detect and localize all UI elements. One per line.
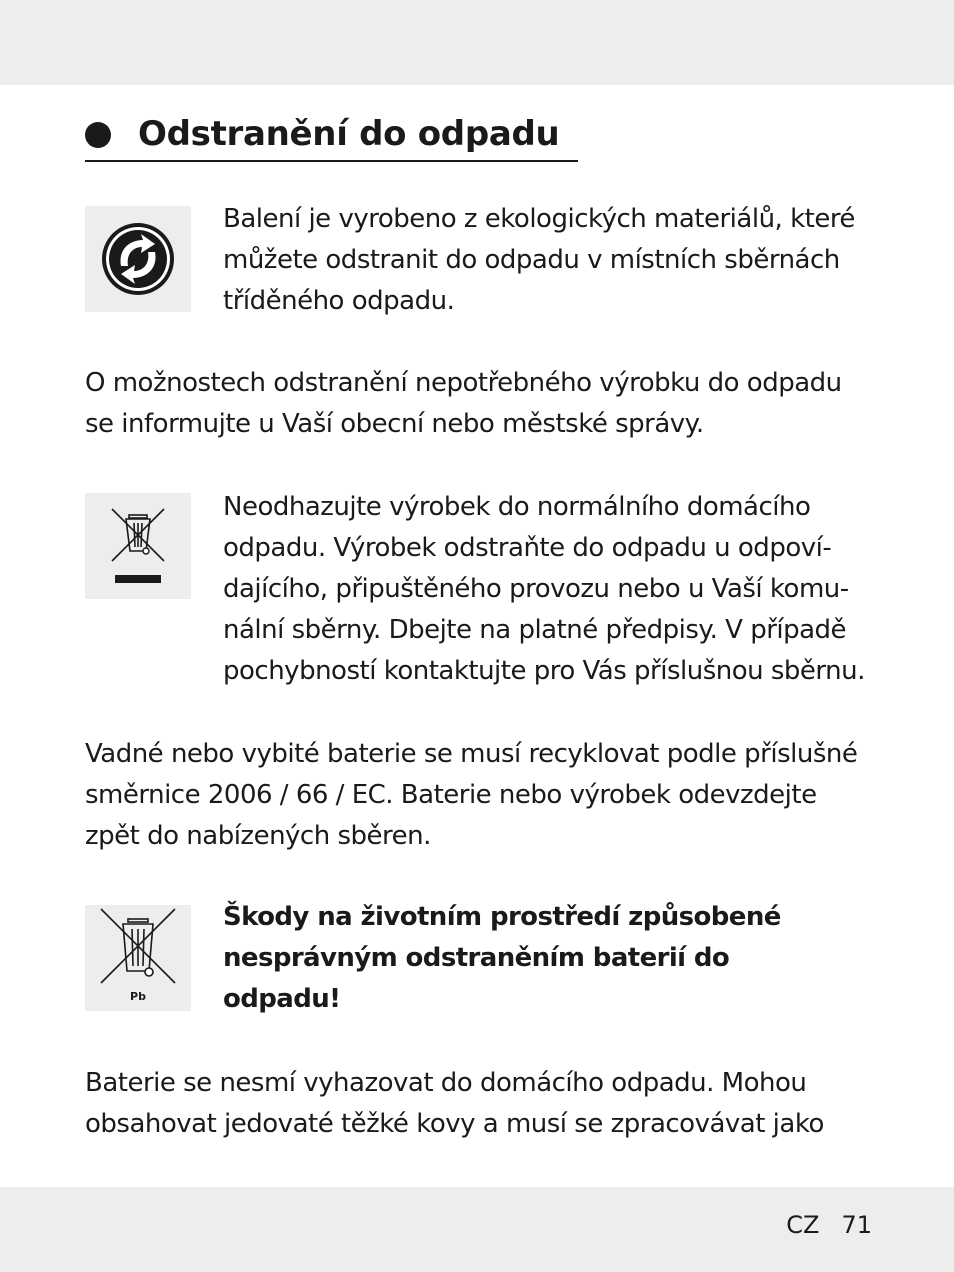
text-line: Balení je vyrobeno z ekologických materiálů, které bbox=[223, 204, 855, 234]
text-line: O možnostech odstranění nepotřebného výrobku do odpadu bbox=[85, 368, 842, 398]
page-footer bbox=[786, 1209, 872, 1241]
text-line: obsahovat jedovaté těžké kovy a musí se zpracovávat jako bbox=[85, 1109, 824, 1139]
text-line: odpadu! bbox=[223, 984, 341, 1014]
text-line: dajícího, připuštěného provozu nebo u Vaší komu- bbox=[223, 574, 849, 604]
page-title: Odstranění do odpadu bbox=[138, 114, 560, 154]
weee-crossed-bin-icon bbox=[85, 493, 191, 599]
text-line: Vadné nebo vybité baterie se musí recyklovat podle příslušné bbox=[85, 739, 858, 769]
section-heading bbox=[85, 112, 578, 162]
page-number: 71 bbox=[841, 1211, 872, 1239]
product-disposal-text bbox=[223, 487, 865, 692]
municipal-info-text bbox=[85, 363, 842, 445]
text-line: nální sběrny. Dbejte na platné předpisy. V případě bbox=[223, 615, 847, 645]
text-line: zpět do nabízených sběren. bbox=[85, 821, 431, 851]
packaging-disposal-text bbox=[223, 199, 855, 322]
text-line: pochybností kontaktujte pro Vás příslušnou sběrnu. bbox=[223, 656, 865, 686]
text-line: směrnice 2006 / 66 / EC. Baterie nebo výrobek odevzdejte bbox=[85, 780, 817, 810]
text-line: tříděného odpadu. bbox=[223, 286, 455, 316]
language-code: CZ bbox=[786, 1211, 820, 1239]
pb-label: Pb bbox=[130, 990, 146, 1003]
battery-warning-heading bbox=[223, 897, 781, 1020]
battery-recycling-text bbox=[85, 734, 857, 857]
text-line: nesprávným odstraněním baterií do bbox=[223, 943, 730, 973]
green-dot-recycling-icon bbox=[85, 206, 191, 312]
text-line: odpadu. Výrobek odstraňte do odpadu u odpoví- bbox=[223, 533, 832, 563]
text-line: Baterie se nesmí vyhazovat do domácího odpadu. Mohou bbox=[85, 1068, 807, 1098]
text-line: můžete odstranit do odpadu v místních sběrnách bbox=[223, 245, 840, 275]
battery-pb-crossed-bin-icon bbox=[85, 905, 191, 1011]
text-line: Neodhazujte výrobek do normálního domácího bbox=[223, 492, 811, 522]
battery-household-text bbox=[85, 1063, 824, 1145]
page-header-band bbox=[0, 0, 954, 85]
heading-bullet bbox=[85, 122, 111, 148]
text-line: se informujte u Vaší obecní nebo městské správy. bbox=[85, 409, 704, 439]
text-line: Škody na životním prostředí způsobené bbox=[223, 902, 781, 932]
